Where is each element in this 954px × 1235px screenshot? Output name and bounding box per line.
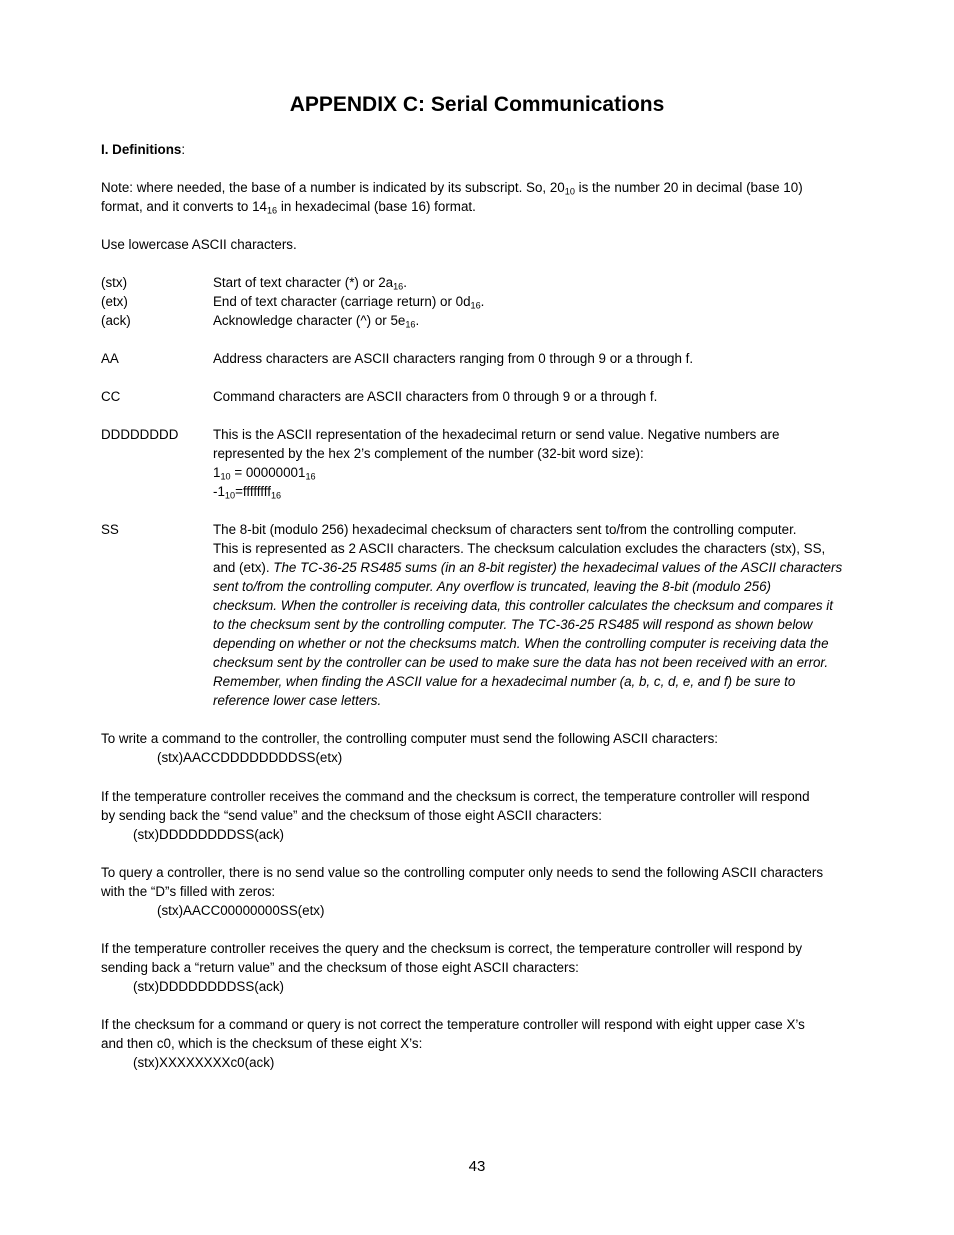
def-term-stx: (stx) <box>101 275 128 290</box>
def-term-ack: (ack) <box>101 313 131 328</box>
checksum-error-format: (stx)XXXXXXXXc0(ack) <box>133 1055 275 1070</box>
def-term-aa: AA <box>101 351 119 366</box>
page-number: 43 <box>468 1158 486 1175</box>
write-command-format: (stx)AACCDDDDDDDDSS(etx) <box>157 750 343 765</box>
query-format: (stx)AACC00000000SS(etx) <box>157 903 325 918</box>
command-response-format: (stx)DDDDDDDDSS(ack) <box>133 827 285 842</box>
def-term-dd: DDDDDDDD <box>101 427 179 442</box>
def-term-ss: SS <box>101 522 119 537</box>
def-text-stx: Start of text character (*) or $2a_{16}$. <box>213 275 407 292</box>
page-title: APPENDIX C: Serial Communications <box>289 93 665 116</box>
query-paragraph: To query a controller, there is no send value so the controlling computer only needs to send the following ASCII characters with the “D”s filled with zeros: <box>101 865 824 899</box>
def-text-etx: End of text character (carriage return) or $0d_{16}$. <box>213 294 485 311</box>
query-response-paragraph: If the temperature controller receives the query and the checksum is correct, the temperature controller will respond by sending back a “return value” and the checksum of those eight ASCII characters: <box>101 941 803 975</box>
def-text-cc: Command characters are ASCII characters from 0 through 9 or a through f. <box>213 389 658 404</box>
section-heading: I. Definitions: <box>101 142 186 157</box>
def-text-ack: Acknowledge character (^) or $5e_{16}$. <box>213 313 420 330</box>
query-response-format: (stx)DDDDDDDDSS(ack) <box>133 979 285 994</box>
def-text-dd: This is the ASCII representation of the hexadecimal return or send value. Negative numbers are represented by the hex 2’s complement of the number (32-bit word size): $1_{10} = 00000001_{16}$ $-1_{10}=ffffffff_{16}$ <box>213 425 883 501</box>
lowercase-note: Use lowercase ASCII characters. <box>101 237 297 252</box>
def-term-etx: (etx) <box>101 294 128 309</box>
checksum-error-paragraph: If the checksum for a command or query is not correct the temperature controller will respond with eight upper case X’s and then c0, which is the checksum of these eight X’s: <box>101 1017 805 1051</box>
write-command-paragraph: To write a command to the controller, the controlling computer must send the following ASCII characters: <box>101 731 719 746</box>
def-term-cc: CC <box>101 389 121 404</box>
def-text-aa: Address characters are ASCII characters ranging from 0 through 9 or a through f. <box>213 351 694 366</box>
command-response-paragraph: If the temperature controller receives the command and the checksum is correct, the temperature controller will respond by sending back the “send value” and the checksum of those eight ASCII characters: <box>101 789 810 823</box>
example-positive: $1_{10} = 00000001_{16}$ <box>213 465 316 482</box>
def-text-ss: The 8-bit (modulo 256) hexadecimal checksum of characters sent to/from the controlling computer. This is represented as 2 ASCII characters. The checksum calculation excludes the characters (stx), SS, and (etx). The TC-36-25 RS485 sums (in an 8-bit register) the hexadecimal values of the ASCII characters sent to/from the controlling computer. Any overflow is truncated, leaving the 8-bit (modulo 256) checksum. When the controller is receiving data, this controller calculates the checksum and compares it to the checksum sent by the controlling computer. The TC-36-25 RS485 will respond as shown below depending on whether or not the checksums match. When the controlling computer is receiving data the checksum sent by the controller can be used to make sure the data has not been received with an error. Remember, when finding the ASCII value for a hexadecimal number (a, b, c, d, e, and f) be sure to reference lower case letters. <box>213 522 843 708</box>
example-negative: $-1_{10}=ffffffff_{16}$ <box>213 484 282 501</box>
note-paragraph: Note: where needed, the base of a number is indicated by its subscript. So, $20_{10}$ is the number 20 in decimal (base 10) format, and it converts to $14_{16}$ in hexadecimal (base 16) format. <box>101 180 803 216</box>
